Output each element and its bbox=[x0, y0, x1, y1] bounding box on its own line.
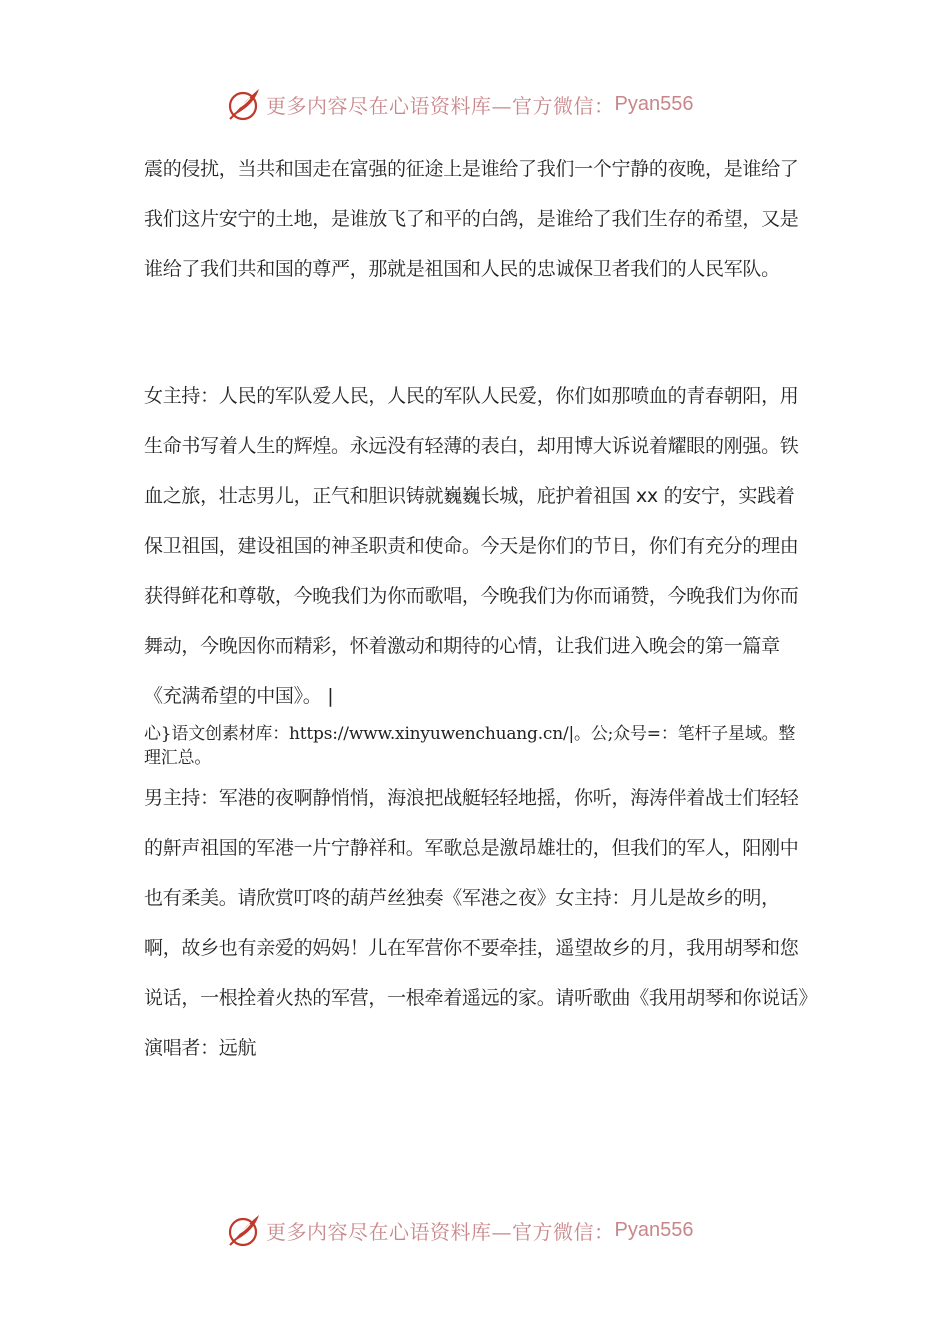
quill-pen-logo-icon bbox=[226, 1212, 262, 1248]
footer-banner bbox=[226, 1210, 746, 1250]
footer-wechat-id: Pyan556 bbox=[614, 1218, 694, 1241]
header-banner-text: 更多内容尽在心语资料库—官方微信： bbox=[266, 93, 615, 118]
header-wechat-id: Pyan556 bbox=[614, 92, 694, 115]
footer-banner-text: 更多内容尽在心语资料库—官方微信： bbox=[266, 1219, 615, 1244]
paragraph-female-host: 女主持：人民的军队爱人民，人民的军队人民爱，你们如那喷血的青春朝阳，用生命书写着人生的辉煌。永远没有轻薄的表白，却用博大诉说着耀眼的刚强。铁血之旅，壮志男儿，正气和胆识铸就巍巍长城，庇护着祖国 xx 的安宁，实践着保卫祖国，建设祖国的神圣职责和使命。今天是你们的节日，你们有充分的理由获得鲜花和尊敬，今晚我们为你而歌唱，今晚我们为你而诵赞，今晚我们为你而舞动，今晚因你而精彩，怀着激动和期待的心情，让我们进入晚会的第一篇章《充满希望的中国》。 | bbox=[144, 385, 799, 707]
quill-pen-logo-icon bbox=[226, 86, 262, 122]
paragraph-male-host: 男主持：军港的夜啊静悄悄，海浪把战艇轻轻地摇，你听，海涛伴着战士们轻轻的鼾声祖国的军港一片宁静祥和。军歌总是激昂雄壮的，但我们的军人，阳刚中也有柔美。请欣赏叮咚的葫芦丝独奏《军港之夜》女主持：月儿是故乡的明，啊，故乡也有亲爱的妈妈！儿在军营你不要牵挂，遥望故乡的月，我用胡琴和您说话，一根拴着火热的军营，一根牵着遥远的家。请听歌曲《我用胡琴和你说话》演唱者：远航 bbox=[144, 787, 808, 1059]
source-note: 心}语文创素材库：https://www.xinyuwenchuang.cn/|。公;众号=：笔杆子星域。整理汇总。 bbox=[144, 724, 796, 768]
paragraph-1: 震的侵扰，当共和国走在富强的征途上是谁给了我们一个宁静的夜晚，是谁给了我们这片安宁的土地，是谁放飞了和平的白鸽，是谁给了我们生存的希望，又是谁给了我们共和国的尊严，那就是祖国和人民的忠诚保卫者我们的人民军队。 bbox=[144, 158, 799, 280]
header-banner bbox=[226, 84, 746, 124]
